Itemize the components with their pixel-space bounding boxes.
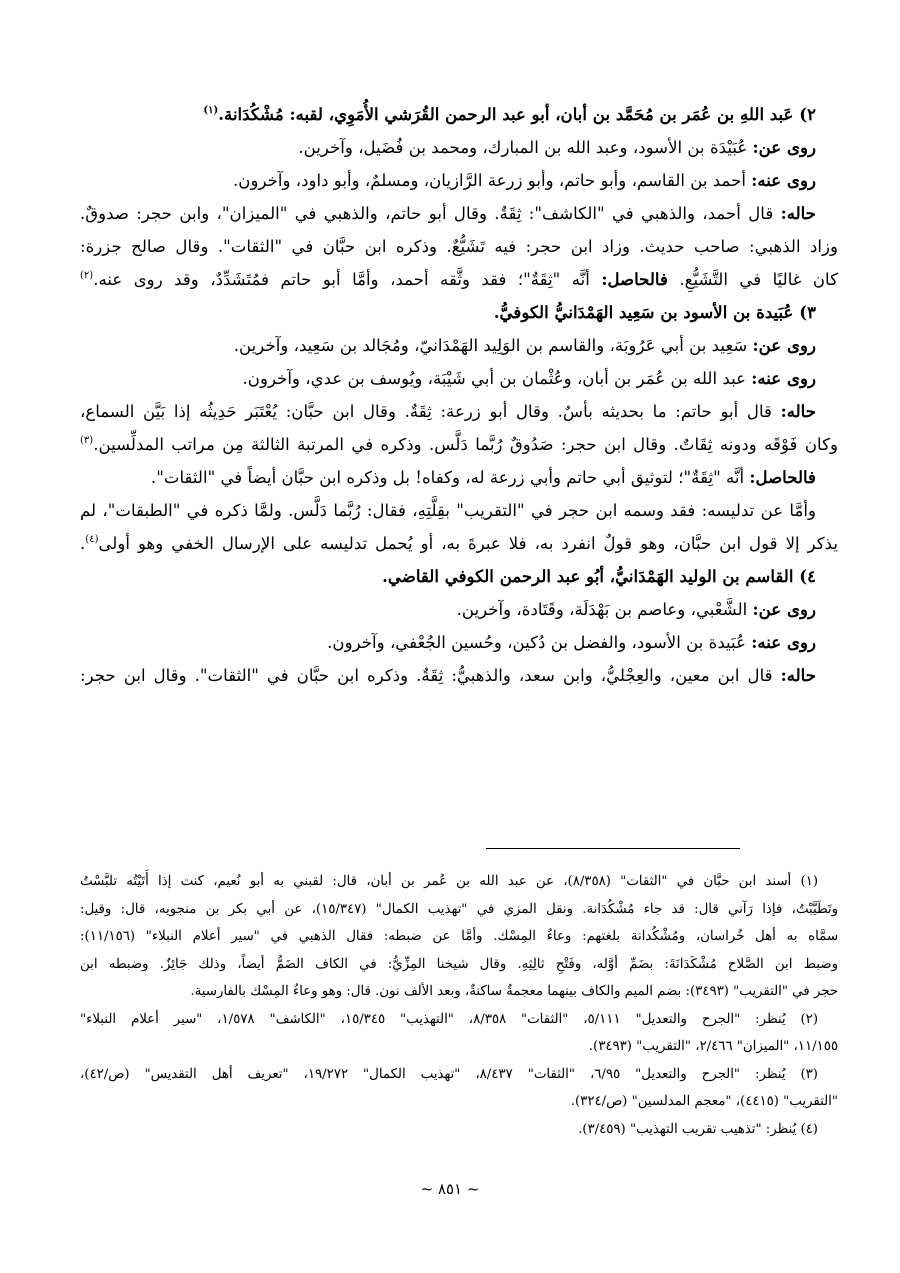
footnote-1-line: (١) أسند ابن حبَّان في "الثقات" (٨/٣٥٨)، عن عبد الله بن عُمر بن أبان، قال: لقبني به أبو نُعيم، كنت إذا أَتَيْتُه تلبَّسْتُ (80, 874, 819, 889)
footnotes (80, 868, 838, 1143)
rawa-anhu-label: روى عنه: (751, 368, 816, 388)
entry-3-tadlis-line-2: يذكر إلا قول ابن حبَّان، وهو قولٌ انفرد به، فلا عبرةَ به، أو يُحمل تدليسه على الإرسال الخفي وهو أولى$^{(٤)}$. (80, 534, 838, 553)
entry-4-heading: ٤) القاسم بن الوليد الهَمْدَانيُّ، أبُو عبد الرحمن الكوفي القاضي. (382, 566, 816, 586)
page-number: ~ ٨٥١ ~ (420, 1180, 480, 1198)
entry-2-rawa-an: روى عن: عُبَيْدَة بن الأسود، وعبد الله بن المبارك، ومحمد بن فُضَيل، وآخرين. (298, 137, 816, 157)
footnote-ref-4: (٤) (85, 534, 99, 545)
hal-label: حاله: (780, 665, 816, 685)
entry-3-hal-line-1: حاله: قال أبو حاتم: ما بحديثه بأسٌ. وقال أبو زرعة: ثِقَةٌ. وقال ابن حبَّان: يُعْتَبَر حَدِيثُه إذا بَيَّن السماع، (80, 401, 816, 421)
footnote-1-line: سمَّاه به أهل خُراسان، ومُشْكُدانة بلغتهم: وعاءُ المِسْك. وأمَّا عن ضبطه: فقال الذهبي في "سير أعلام النبلاء" (١١/١٥٦): (80, 929, 838, 944)
footnote-4-line: (٤) يُنظر: "تذهيب تقريب التهذيب" (٣/٤٥٩). (578, 1121, 818, 1137)
entry-3-tadlis-line-1: وأمَّا عن تدليسه: فقد وسمه ابن حجر في "التقريب" بقِلَّتِهِ، فقال: رُبَّما دَلَّس. ولمَّا ذكره في "الطبقات"، لم (80, 501, 816, 520)
entry-3-hasil: فالحاصل: أنَّه "ثِقَةٌ"؛ لتوثيق أبي حاتم وأبي زرعة له، وكفاه! بل وذكره ابن حبَّان أيضاً في "الثقات". (150, 467, 816, 487)
entry-3-heading: ٣) عُبَيدة بن الأسود بن سَعِيد الهَمْدَانيُّ الكوفيُّ. (493, 302, 816, 322)
hal-label: حاله: (780, 203, 816, 223)
footnote-2-line: (٢) يُنظر: "الجرح والتعديل" ٥/١١١، "الثقات" ٨/٣٥٨، "التهذيب" ١٥/٣٤٥، "الكاشف" ١/٥٧٨، "سير أعلام النبلاء" (80, 1011, 819, 1027)
entry-2-heading: ٢) عَبد اللهِ بن عُمَر بن مُحَمَّد بن أبان، أبو عبد الرحمن القُرَشي الأُمَوِي، لقبه: مُشْكُدَانة.$^{(١)}$ (203, 104, 816, 124)
entry-2-hal-line-3: كان غاليًا في التَّشَيُّعِ. فالحاصل: أنَّه "ثِقَةٌ"؛ فقد وثَّقه أحمد، وأمَّا أبو حاتم فمُتَشَدِّدٌ، وقد روى عنه.$^{(٢)}$ (80, 269, 838, 289)
rawa-an-label: روى عن: (752, 335, 816, 355)
footnote-1-line: حجر في "التقريب" (٣٤٩٣): بضم الميم والكاف بينهما معجمةٌ ساكنةٌ، وبعد الألف نون. قال: وهو وعاءُ المِسْك بالفارسية. (190, 984, 838, 999)
rawa-anhu-label: روى عنه: (751, 170, 816, 190)
hasil-label: فالحاصل: (749, 467, 816, 487)
footnote-2-line: ١١/١٥٥، "الميزان" ٢/٤٦٦، "التقريب" (٣٤٩٣). (588, 1039, 838, 1054)
footnote-1-line: وتَطَيَّبْتُ، فإذا رَآني قال: قد جاء مُشْكُدَانة. ونقل المزي في "تهذيب الكمال" (١٥/٣٤٧)، عن أبي بكر بن منجويه، قال: وقيل: (80, 901, 838, 917)
entry-3-hal-line-2: وكان فَوْقَه ودونه ثِقَاتٌ. وقال ابن حجر: صَدُوقٌ رُبَّما دَلَّس. وذكره في المرتبة الثالثة مِن مراتب المدلِّسين.$^{(٣)}$ (80, 435, 838, 454)
rawa-an-label: روى عن: (752, 599, 816, 619)
entry-4-rawa-an: روى عن: الشَّعْبي، وعاصم بن بَهْدَلَة، وقَتَادة، وآخرين. (456, 599, 816, 619)
footnote-3-line: (٣) يُنظر: "الجرح والتعديل" ٦/٩٥، "الثقات" ٨/٤٣٧، "تهذيب الكمال" ١٩/٢٧٢، "تعريف أهل التقديس" (ص/٤٢)، (80, 1066, 818, 1082)
entry-3-rawa-anhu: روى عنه: عبد الله بن عُمَر بن أبان، وعُثْمان بن أبي شَيْبَة، ويُوسف بن عدي، وآخرون. (242, 368, 816, 388)
entry-2-rawa-anhu: روى عنه: أحمد بن القاسم، وأبو حاتم، وأبو زرعة الرَّازيان، ومسلمٌ، وأبو داود، وآخرون. (232, 170, 816, 190)
entry-4-rawa-anhu: روى عنه: عُبَيدة بن الأسود، والفضل بن دُكين، وحُسين الجُعْفي، وآخرون. (327, 632, 816, 652)
footnote-ref-1: (١) (203, 105, 219, 116)
footnote-ref-3: (٣) (80, 435, 94, 446)
rawa-an-label: روى عن: (752, 137, 816, 157)
entry-2-hal-line-1: حاله: قال أحمد، والذهبي في "الكاشف": ثِقَةٌ. وقال أبو حاتم، والذهبي في "الميزان"، وابن حجر: صدوقٌ. (80, 203, 816, 223)
entry-4-hal-line-1: حاله: قال ابن معين، والعِجْليُّ، وابن سعد، والذهبيُّ: ثِقَةٌ. وذكره ابن حبَّان في "الثقات". وقال ابن حجر: (80, 665, 816, 685)
hasil-label: فالحاصل: (601, 269, 668, 289)
entry-3-rawa-an: روى عن: سَعِيد بن أبي عَرُوبَة، والقاسم بن الوَلِيد الهَمْدَانيّ، ومُجَالد بن سَعِيد، وآخرين. (233, 335, 816, 355)
entry-2-hal-line-2: وزاد الذهبي: صاحب حديث. وزاد ابن حجر: فيه تَشَيُّعٌ. وذكره ابن حبَّان في "الثقات". وقال صالح جزرة: (80, 237, 838, 256)
hal-label: حاله: (780, 401, 816, 421)
rawa-anhu-label: روى عنه: (751, 632, 816, 652)
main-text (80, 98, 838, 692)
footnote-ref-2: (٢) (80, 270, 94, 281)
footnote-separator (486, 848, 740, 849)
footnote-3-line: "التقريب" (٤٤١٥)، "معجم المدلسين" (ص/٣٢٤). (570, 1094, 838, 1109)
footnote-1-line: وضبط ابن الصَّلاح مُشْكَدَانَةَ: بضَمِّ أوَّله، وفَتْحِ ثالِثِهِ. وقال شيخنا المِزِّيُّ: في الكاف الضَمُّ أيضاً، وذلك جَائِزٌ. وضبطه ابن (80, 956, 838, 972)
